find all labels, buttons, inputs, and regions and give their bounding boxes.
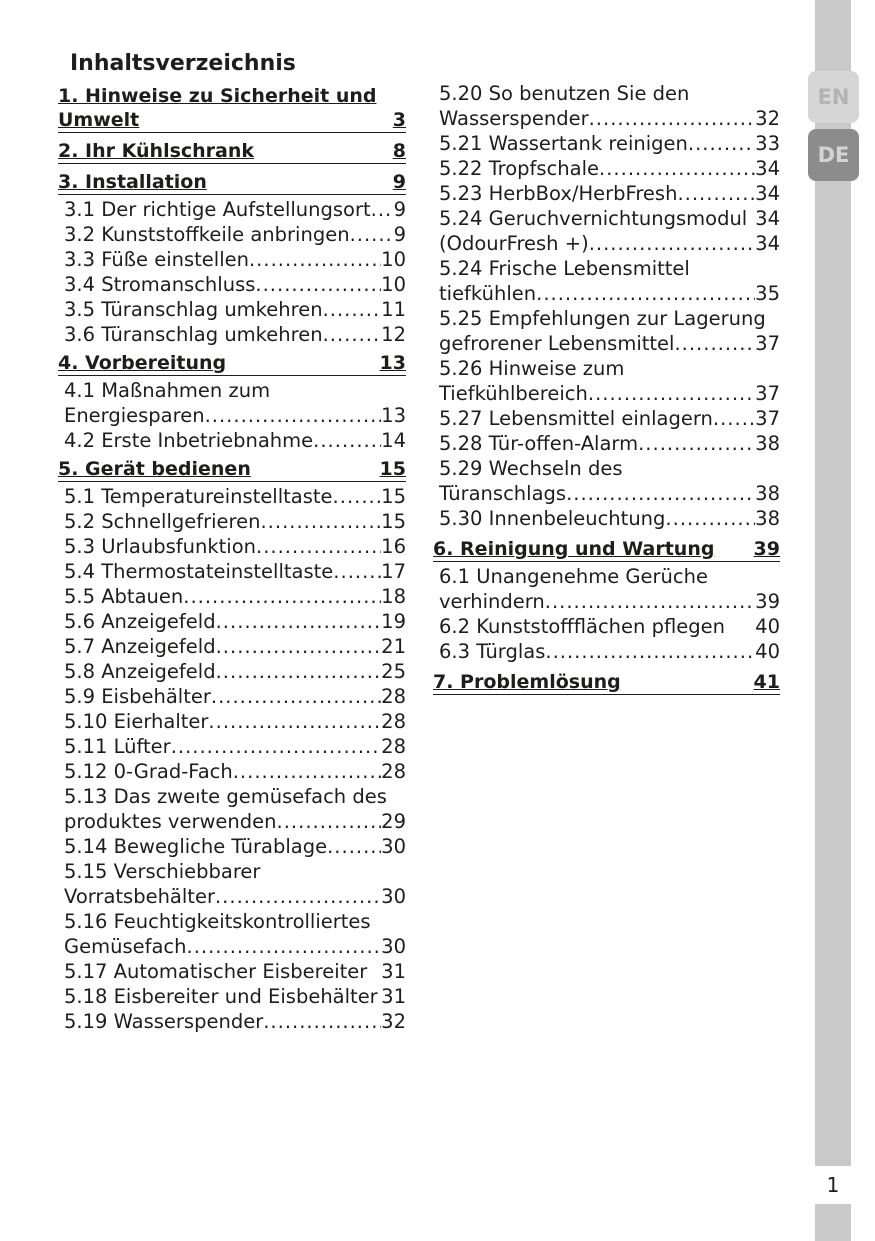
toc-entry-page: 30	[381, 885, 406, 908]
toc-entry-page: 29	[381, 810, 406, 833]
toc-entry[interactable]	[433, 131, 780, 156]
toc-entry-title-line: 5.26 Hinweise zum	[439, 357, 625, 380]
toc-entry-title: 5.22 Tropfschale	[439, 157, 600, 180]
toc-entry-row	[439, 506, 780, 531]
toc-entry-page: 30	[381, 935, 406, 958]
toc-dot-leader	[599, 156, 755, 181]
toc-entry-title: 5.1 Temperatureinstelltaste	[64, 485, 333, 508]
toc-section[interactable]	[433, 537, 780, 562]
toc-section-page: 39	[753, 538, 780, 560]
toc-entry-page: 34	[755, 157, 780, 180]
toc-entry[interactable]	[58, 1009, 406, 1034]
toc-entry-row	[64, 509, 406, 534]
toc-section-page: 8	[392, 140, 406, 162]
toc-section-page: 15	[379, 458, 406, 480]
toc-entry-row	[439, 589, 780, 614]
toc-entry-page: 9	[393, 223, 406, 246]
toc-entry-row	[64, 759, 406, 784]
toc-dot-leader	[183, 584, 381, 609]
toc-dot-leader	[216, 609, 382, 634]
toc-entry-page: 32	[381, 1010, 406, 1033]
toc-entry-page: 32	[755, 107, 780, 130]
toc-entry[interactable]	[58, 534, 406, 559]
toc-entry-title: 5.2 Schnellgefrieren	[64, 510, 261, 533]
toc-entry[interactable]	[433, 506, 780, 531]
page-number: 1	[826, 1173, 840, 1197]
toc-entry-title: Gemüsefach	[64, 935, 187, 958]
toc-dot-leader	[638, 431, 755, 456]
toc-entry-title: 5.4 Thermostateinstelltaste	[64, 560, 334, 583]
toc-entry-page: 37	[755, 407, 780, 430]
toc-section[interactable]	[58, 351, 406, 376]
toc-entry-row	[439, 481, 780, 506]
toc-entry[interactable]	[58, 428, 406, 453]
toc-entry-page: 30	[381, 835, 406, 858]
toc-entry-title: 3.3 Füße einstellen	[64, 248, 249, 271]
toc-entry-title: (OdourFresh +)	[439, 232, 589, 255]
toc-entry-page: 28	[381, 710, 406, 733]
toc-entry-row	[64, 428, 406, 453]
toc-entry-page: 38	[755, 482, 780, 505]
toc-entry-title: 5.12 0-Grad-Fach	[64, 760, 233, 783]
toc-entry[interactable]	[433, 156, 780, 181]
toc-entry-page: 37	[755, 382, 780, 405]
toc-entry[interactable]	[433, 356, 780, 406]
toc-entry-title: 5.27 Lebensmittel einlagern	[439, 407, 713, 430]
toc-entry[interactable]	[433, 81, 780, 131]
toc-entry[interactable]	[58, 759, 406, 784]
toc-entry-title: 5.11 Lüfter	[64, 735, 171, 758]
toc-entry[interactable]	[58, 984, 406, 1009]
toc-entry[interactable]	[58, 247, 406, 272]
toc-right-column	[433, 81, 780, 697]
toc-entry-page: 10	[381, 273, 406, 296]
side-strip-bottom	[815, 1204, 851, 1241]
toc-dot-leader	[205, 403, 382, 428]
toc-entry[interactable]	[433, 256, 780, 306]
toc-entry-title: 5.24 Geruchvernichtungsmodul	[439, 207, 748, 230]
toc-entry[interactable]	[433, 564, 780, 614]
toc-entry[interactable]	[433, 614, 780, 639]
toc-entry-page: 9	[393, 198, 406, 221]
toc-entry-title: 6.3 Türglas	[439, 640, 546, 663]
toc-entry[interactable]	[58, 322, 406, 347]
toc-entry-row	[64, 584, 406, 609]
toc-entry-title: 5.30 Innenbeleuchtung	[439, 507, 666, 530]
toc-entry-page: 13	[381, 404, 406, 427]
toc-entry-page: 34	[755, 232, 780, 255]
toc-entry-row	[64, 984, 406, 1009]
toc-left-column	[58, 83, 406, 1034]
toc-dot-leader	[216, 659, 382, 684]
toc-section-title: 5. Gerät bedienen	[58, 458, 251, 480]
toc-entry-row	[439, 381, 780, 406]
toc-entry-title: 5.10 Eierhalter	[64, 710, 209, 733]
toc-dot-leader	[688, 131, 755, 156]
toc-entry-page: 38	[755, 507, 780, 530]
toc-dot-leader	[589, 231, 755, 256]
toc-entry-page: 28	[381, 760, 406, 783]
toc-section[interactable]	[433, 670, 780, 695]
toc-entry-row	[64, 403, 406, 428]
toc-dot-leader	[350, 222, 394, 247]
toc-entry-page: 34	[755, 207, 780, 230]
toc-dot-leader	[588, 381, 755, 406]
toc-section[interactable]	[58, 139, 406, 164]
toc-entry-row	[439, 231, 780, 256]
toc-dot-leader	[536, 281, 755, 306]
toc-entry-title: tiefkühlen	[439, 282, 537, 305]
toc-entry-title: 5.17 Automatischer Eisbereiter	[64, 960, 368, 983]
toc-entry-title: Wasserspender	[439, 107, 589, 130]
toc-entry[interactable]	[433, 306, 780, 356]
toc-entry-title-line: 4.1 Maßnahmen zum	[64, 379, 271, 402]
toc-entry-page: 16	[381, 535, 406, 558]
toc-entry-row	[64, 322, 406, 347]
toc-entry-title: 5.23 HerbBox/HerbFresh	[439, 182, 678, 205]
toc-entry-row	[439, 614, 780, 639]
toc-entry-title-line: 6.1 Unangenehme Gerüche	[439, 565, 708, 588]
toc-dot-leader	[323, 322, 382, 347]
toc-entry-title: 3.4 Stromanschluss	[64, 273, 256, 296]
toc-entry[interactable]	[58, 834, 406, 859]
toc-entry-title: Türanschlags	[439, 482, 567, 505]
toc-entry[interactable]	[58, 297, 406, 322]
toc-entry-title: 5.21 Wassertank reinigen	[439, 132, 688, 155]
toc-dot-leader	[263, 1009, 381, 1034]
toc-entry-title: 5.8 Anzeigefeld	[64, 660, 216, 683]
toc-entry-page: 12	[381, 323, 406, 346]
toc-dot-leader	[260, 509, 381, 534]
toc-section-page: 13	[379, 352, 406, 374]
toc-entry-row	[64, 534, 406, 559]
toc-entry-page: 19	[381, 610, 406, 633]
toc-entry-title-line: 5.29 Wechseln des	[439, 457, 623, 480]
toc-entry-title: 5.18 Eisbereiter und Eisbehälter	[64, 985, 378, 1008]
toc-entry[interactable]	[58, 197, 406, 222]
toc-dot-leader	[277, 809, 382, 834]
toc-section[interactable]	[58, 457, 406, 482]
toc-entry-page: 40	[755, 640, 780, 663]
toc-entry-row	[64, 1009, 406, 1034]
toc-entry-page: 35	[755, 282, 780, 305]
toc-entry-title-line: 5.16 Feuchtigkeitskontrolliertes	[64, 910, 371, 933]
toc-dot-leader	[255, 272, 381, 297]
toc-dot-leader	[677, 181, 755, 206]
toc-entry-title: produktes verwenden	[64, 810, 277, 833]
toc-entry[interactable]	[58, 634, 406, 659]
toc-section-title: 3. Installation	[58, 171, 207, 193]
toc-entry[interactable]	[433, 181, 780, 206]
toc-dot-leader	[216, 634, 382, 659]
toc-entry-row	[439, 206, 780, 231]
toc-entry-page: 21	[381, 635, 406, 658]
toc-entry-page: 33	[755, 132, 780, 155]
toc-entry-page: 18	[381, 585, 406, 608]
toc-entry-row	[64, 709, 406, 734]
toc-entry-row	[439, 431, 780, 456]
toc-entry[interactable]	[433, 206, 780, 231]
toc-entry-title: 3.2 Kunststoffkeile anbringen	[64, 223, 350, 246]
toc-entry-row	[439, 156, 780, 181]
toc-entry-title: 6.2 Kunststoffflächen pflegen	[439, 615, 725, 638]
toc-dot-leader	[545, 589, 755, 614]
lang-tab-de[interactable]: DE	[808, 129, 859, 181]
toc-dot-leader	[589, 106, 756, 131]
toc-dot-leader	[215, 884, 381, 909]
toc-entry-page: 10	[381, 248, 406, 271]
toc-entry-title-line: 5.24 Frische Lebensmittel	[439, 257, 690, 280]
toc-entry-title: gefrorener Lebensmittel	[439, 332, 675, 355]
toc-entry-page: 31	[381, 985, 406, 1008]
toc-section-page: 41	[753, 671, 780, 693]
toc-dot-leader	[545, 639, 755, 664]
toc-entry-row	[64, 484, 406, 509]
toc-entry[interactable]	[58, 559, 406, 584]
page-title: Inhaltsverzeichnis	[70, 51, 296, 76]
toc-entry-page: 38	[755, 432, 780, 455]
toc-entry-row	[439, 639, 780, 664]
toc-entry[interactable]	[58, 684, 406, 709]
toc-entry-title: 4.2 Erste Inbetriebnahme	[64, 429, 314, 452]
toc-entry[interactable]	[433, 231, 780, 256]
toc-section-title: 4. Vorbereitung	[58, 352, 227, 374]
toc-entry-row	[439, 131, 780, 156]
toc-dot-leader	[249, 247, 381, 272]
toc-entry-page: 17	[381, 560, 406, 583]
toc-entry-row	[64, 609, 406, 634]
toc-entry-row	[64, 659, 406, 684]
toc-entry-title: 3.6 Türanschlag umkehren	[64, 323, 323, 346]
toc-entry-title-line: 5.13 Das zweıte gemüsefach des	[64, 785, 387, 808]
toc-entry-page: 37	[755, 332, 780, 355]
toc-dot-leader	[171, 734, 381, 759]
toc-section-title: 7. Problemlösung	[433, 671, 621, 693]
toc-entry-title: 5.28 Tür-offen-Alarm	[439, 432, 639, 455]
toc-entry-row	[64, 684, 406, 709]
toc-entry[interactable]	[58, 609, 406, 634]
toc-entry[interactable]	[58, 584, 406, 609]
toc-entry[interactable]	[58, 484, 406, 509]
toc-entry-title: Vorratsbehälter	[64, 885, 215, 908]
toc-entry[interactable]	[58, 709, 406, 734]
toc-entry-row	[439, 281, 780, 306]
toc-entry-title: verhindern	[439, 590, 545, 613]
toc-entry[interactable]	[58, 659, 406, 684]
toc-dot-leader	[674, 331, 755, 356]
toc-entry-title-line: 5.15 Verschiebbarer	[64, 860, 261, 883]
toc-entry[interactable]	[433, 406, 780, 431]
toc-dot-leader	[233, 759, 381, 784]
toc-entry-page: 34	[755, 182, 780, 205]
toc-entry[interactable]	[58, 378, 406, 428]
toc-entry-row	[64, 247, 406, 272]
toc-section-title: 2. Ihr Kühlschrank	[58, 140, 255, 162]
toc-entry-row	[439, 406, 780, 431]
toc-entry-title: 5.14 Bewegliche Türablage	[64, 835, 328, 858]
toc-entry-page: 15	[381, 485, 406, 508]
toc-entry-page: 40	[755, 615, 780, 638]
toc-entry-row	[439, 331, 780, 356]
toc-dot-leader	[371, 197, 394, 222]
toc-dot-leader	[665, 506, 755, 531]
toc-entry-title: 5.9 Eisbehälter	[64, 685, 211, 708]
toc-section-page: 9	[392, 171, 406, 193]
toc-dot-leader	[327, 834, 381, 859]
toc-section[interactable]	[58, 170, 406, 195]
toc-entry-row	[64, 559, 406, 584]
toc-entry[interactable]	[58, 859, 406, 909]
toc-entry-title: 5.3 Urlaubsfunktion	[64, 535, 256, 558]
toc-dot-leader	[187, 934, 382, 959]
toc-entry-page: 14	[381, 429, 406, 452]
toc-entry-title: Energiesparen	[64, 404, 205, 427]
toc-entry-title: Tiefkühlbereich	[439, 382, 588, 405]
toc-entry-page: 28	[381, 685, 406, 708]
toc-entry-title: 5.5 Abtauen	[64, 585, 184, 608]
toc-entry[interactable]	[58, 784, 406, 834]
toc-entry[interactable]	[58, 734, 406, 759]
toc-dot-leader	[566, 481, 755, 506]
toc-entry-page: 15	[381, 510, 406, 533]
toc-dot-leader	[313, 428, 381, 453]
toc-entry-title-line: 5.20 So benutzen Sie den	[439, 82, 690, 105]
toc-entry[interactable]	[58, 909, 406, 959]
toc-entry[interactable]	[433, 456, 780, 506]
toc-dot-leader	[256, 534, 381, 559]
toc-entry-title: 5.6 Anzeigefeld	[64, 610, 216, 633]
toc-entry-page: 11	[381, 298, 406, 321]
toc-entry-title-line: 5.25 Empfehlungen zur Lagerung	[439, 307, 766, 330]
toc-entry[interactable]	[433, 431, 780, 456]
toc-entry[interactable]	[58, 509, 406, 534]
toc-entry[interactable]	[58, 959, 406, 984]
toc-dot-leader	[211, 684, 381, 709]
toc-entry-page: 25	[381, 660, 406, 683]
toc-dot-leader	[208, 709, 381, 734]
toc-section[interactable]	[58, 83, 406, 133]
toc-entry-row	[64, 734, 406, 759]
toc-entry[interactable]	[58, 272, 406, 297]
toc-entry-row	[439, 181, 780, 206]
toc-entry-row	[64, 959, 406, 984]
toc-section-page: 3	[392, 109, 406, 131]
toc-entry[interactable]	[433, 639, 780, 664]
toc-entry-row	[64, 634, 406, 659]
toc-entry-title: 5.19 Wasserspender	[64, 1010, 264, 1033]
toc-entry-title: 3.1 Der richtige Aufstellungsort	[64, 198, 371, 221]
toc-entry[interactable]	[58, 222, 406, 247]
toc-entry-row	[64, 222, 406, 247]
toc-section-title: 6. Reinigung und Wartung	[433, 538, 715, 560]
toc-dot-leader	[713, 406, 755, 431]
toc-entry-row	[64, 272, 406, 297]
lang-tab-en[interactable]: EN	[808, 71, 859, 123]
toc-entry-page: 28	[381, 735, 406, 758]
toc-entry-row	[64, 884, 406, 909]
toc-dot-leader	[323, 297, 382, 322]
toc-dot-leader	[333, 484, 382, 509]
toc-entry-row	[64, 934, 406, 959]
toc-entry-row	[64, 297, 406, 322]
toc-entry-row	[64, 834, 406, 859]
toc-entry-title: 5.7 Anzeigefeld	[64, 635, 216, 658]
toc-entry-row	[439, 106, 780, 131]
toc-dot-leader	[333, 559, 381, 584]
toc-entry-row	[64, 197, 406, 222]
toc-section-title: 1. Hinweise zu Sicherheit und Umwelt	[58, 85, 377, 131]
toc-entry-page: 31	[381, 960, 406, 983]
toc-entry-page: 39	[755, 590, 780, 613]
toc-entry-title: 3.5 Türanschlag umkehren	[64, 298, 323, 321]
toc-entry-row	[64, 809, 406, 834]
